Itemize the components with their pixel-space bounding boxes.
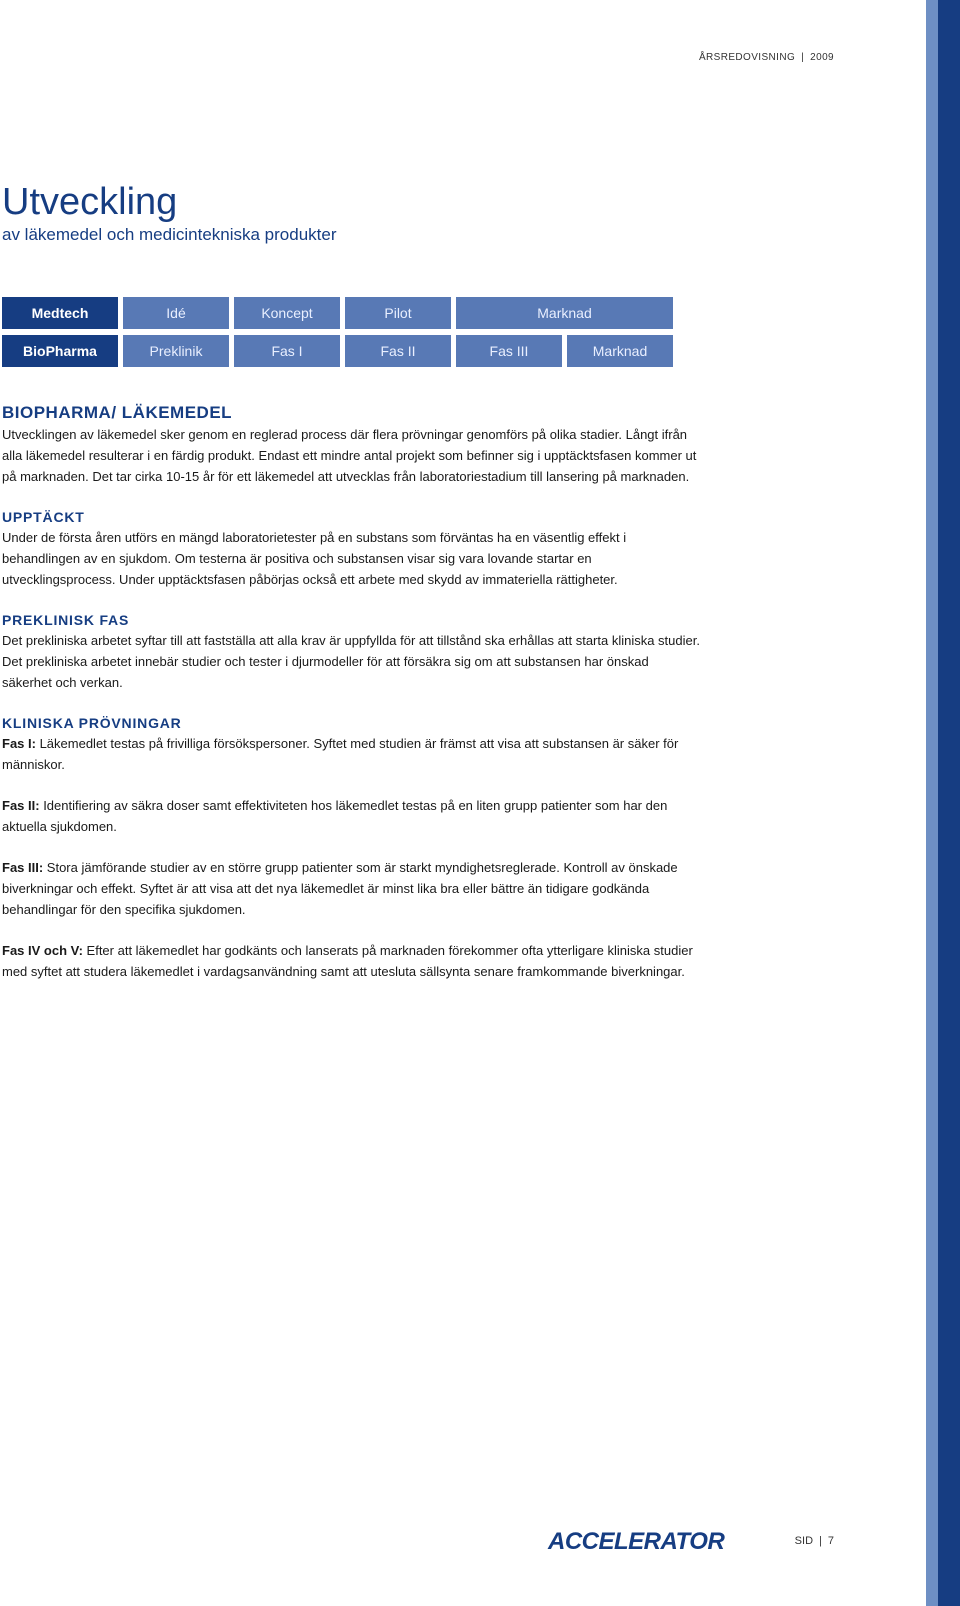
side-stripe-dark	[938, 0, 960, 1606]
fas2-paragraph	[2, 795, 702, 837]
medtech-phase-pilot: Pilot	[345, 297, 451, 329]
page-subtitle: av läkemedel och medicintekniska produkter	[2, 225, 337, 244]
section-text-upptackt: Under de första åren utförs en mängd laboratorietester på en substans som förväntas ha en väsentlig effekt i behandlingen av en sjukdom. Om testerna är positiva och substansen visar sig vara lovande startar en utvecklingsprocess. Under upptäcktsfasen påbörjas också ett arbete med skydd av immateriella rättigheter.	[2, 530, 627, 587]
section-heading-upptackt: UPPTÄCKT	[2, 509, 85, 525]
fas1-text: Läkemedlet testas på frivilliga försökspersoner. Syftet med studien är främst att visa att substansen är säker för människor.	[2, 736, 679, 772]
fas1-paragraph	[2, 733, 702, 775]
report-name: ÅRSREDOVISNING	[698, 52, 796, 63]
page-title: Utveckling	[2, 181, 178, 223]
section-text-biopharma: Utvecklingen av läkemedel sker genom en reglerad process där flera prövningar genomförs på olika stadier. Långt ifrån alla läkemedel resulterar i en färdig produkt. Endast ett mindre antal projekt som befinner sig i upptäcktsfasen kommer ut på marknaden. Det tar cirka 10-15 år för ett läkemedel att utvecklas från laboratoriestadium till lansering på marknaden.	[2, 427, 697, 484]
medtech-phase-koncept: Koncept	[234, 297, 340, 329]
page-number-value: 7	[827, 1535, 834, 1547]
fas3-paragraph	[2, 857, 702, 920]
header-separator: |	[801, 52, 805, 63]
section-text-preklinisk: Det prekliniska arbetet syftar till att fastställa att alla krav är uppfyllda för att tillstånd ska erhållas att starta kliniska studier. Det prekliniska arbetet innebär studier och tester i djurmodeller för att försäkra sig om att substansen har önskad säkerhet och verkan.	[2, 633, 700, 690]
fas2-text: Identifiering av säkra doser samt effektiviteten hos läkemedlet testas på en liten grupp patienter som har den aktuella sjukdomen.	[2, 798, 668, 834]
section-heading-biopharma: BIOPHARMA/ LÄKEMEDEL	[2, 403, 233, 422]
biopharma-phase-marknad: Marknad	[567, 335, 673, 367]
biopharma-phase-fas1: Fas I	[234, 335, 340, 367]
body-content	[2, 402, 702, 982]
biopharma-phase-fas2: Fas II	[345, 335, 451, 367]
fas45-text: Efter att läkemedlet har godkänts och lanserats på marknaden förekommer ofta ytterligare kliniska studier med syftet att studera läkemedlet i vardagsanvändning samt att utesluta sällsynta senare framkommande biverkningar.	[2, 943, 693, 979]
side-stripe-light	[926, 0, 938, 1606]
page-number	[795, 1535, 834, 1547]
medtech-phase-ide: Idé	[123, 297, 229, 329]
fas2-lead: Fas II:	[2, 798, 40, 813]
accelerator-logo: ACCELERATOR	[548, 1528, 725, 1555]
section-heading-preklinisk: PREKLINISK FAS	[2, 612, 130, 628]
medtech-phase-marknad: Marknad	[456, 297, 673, 329]
fas45-paragraph	[2, 940, 702, 982]
section-heading-kliniska: KLINISKA PRÖVNINGAR	[2, 715, 182, 731]
fas3-lead: Fas III:	[2, 860, 44, 875]
fas3-text: Stora jämförande studier av en större grupp patienter som är starkt myndighetsreglerade. Kontroll av önskade biverkningar och effekt. Syftet är att visa att det nya läkemedlet är minst lika bra eller bättre än tidigare godkända behandlingar för den specifika sjukdomen.	[2, 860, 678, 917]
report-year: 2009	[810, 52, 834, 63]
medtech-label: Medtech	[2, 297, 118, 329]
biopharma-label: BioPharma	[2, 335, 118, 367]
page-label: SID	[794, 1535, 814, 1547]
fas1-lead: Fas I:	[2, 736, 36, 751]
fas45-lead: Fas IV och V:	[2, 943, 83, 958]
page-separator: |	[819, 1535, 822, 1547]
biopharma-phase-fas3: Fas III	[456, 335, 562, 367]
report-header	[699, 52, 834, 63]
biopharma-phase-preklinik: Preklinik	[123, 335, 229, 367]
